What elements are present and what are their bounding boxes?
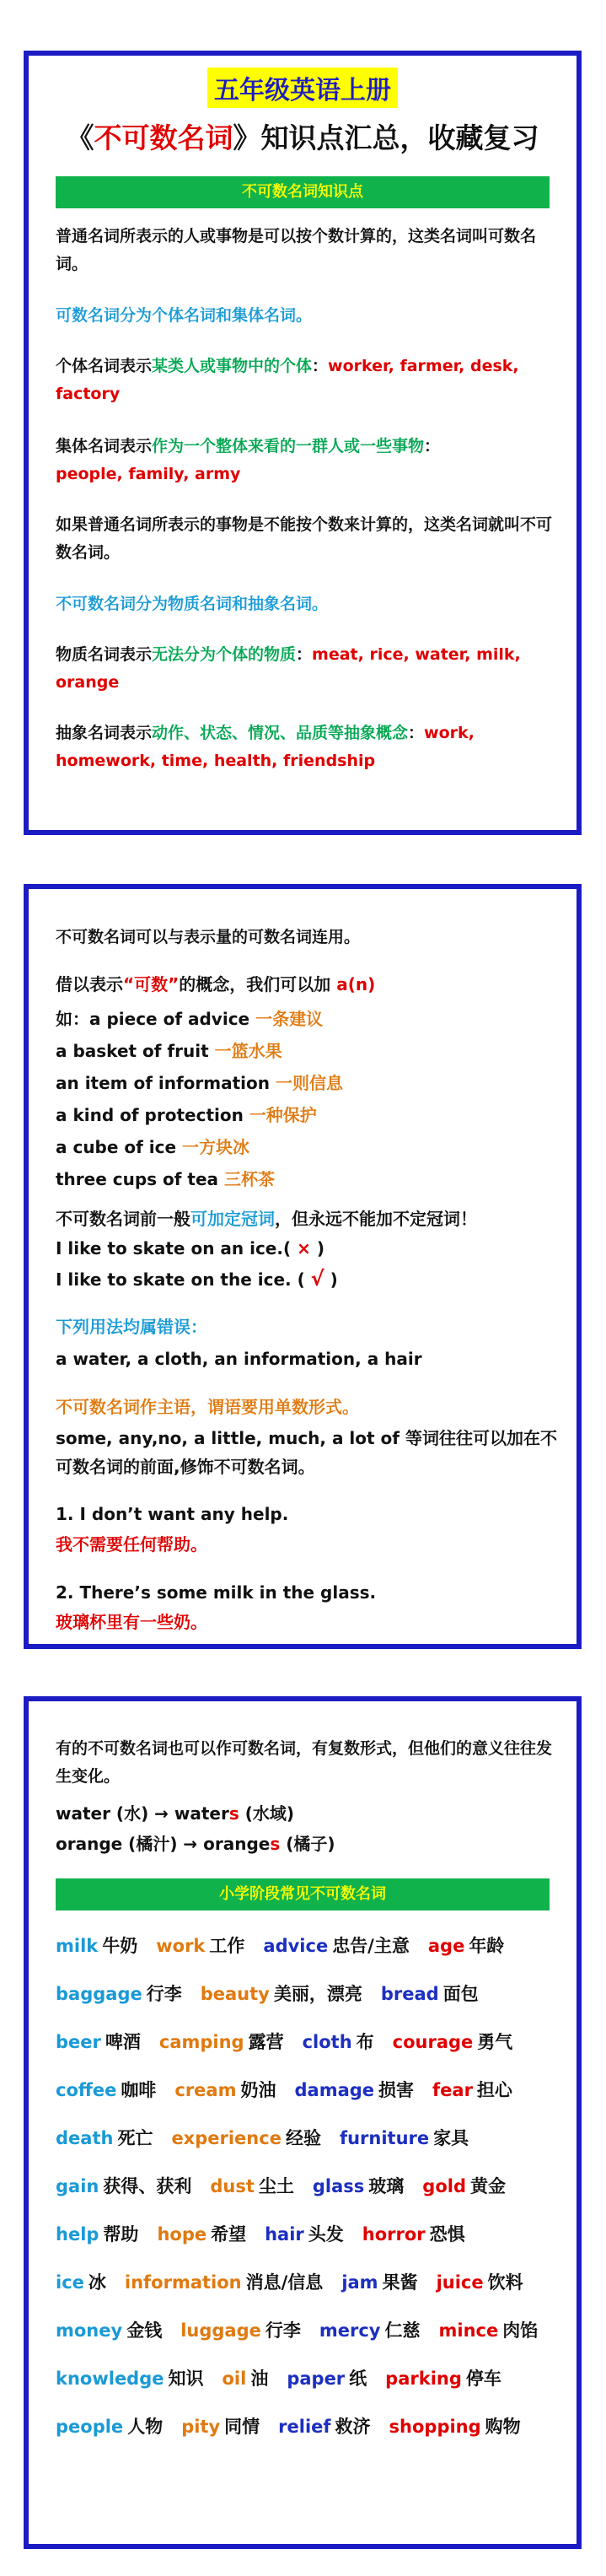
- vocab-row: [56, 2305, 570, 2353]
- vocab-grid: [56, 1921, 570, 2449]
- vocab-english: money: [56, 2320, 123, 2341]
- vocab-row: [56, 1969, 570, 2017]
- abstract-noun: 抽象名词表示动作、状态、情况、品质等抽象概念：work, homework, time, health, friendship: [56, 724, 475, 770]
- quantity-intro: 不可数名词可以与表示量的可数名词连用。: [56, 928, 361, 946]
- countable-types: 可数名词分为个体名词和集体名词。: [56, 306, 313, 325]
- vocab-english: horror: [362, 2223, 426, 2245]
- example1-en: 1. I don’t want any help.: [56, 1504, 289, 1524]
- vocab-english: mince: [438, 2320, 499, 2341]
- vocab-item: [303, 2029, 374, 2054]
- material-noun: 物质名词表示无法分为个体的物质：meat, rice, water, milk, orange: [56, 645, 521, 692]
- vocab-item: [174, 2077, 276, 2102]
- vocab-row: [56, 2065, 570, 2113]
- vocab-english: baggage: [56, 1983, 142, 2004]
- vocab-chinese: 人物: [127, 2416, 164, 2437]
- vocab-chinese: 仁慈: [384, 2320, 421, 2341]
- example-row: three cups of tea 三杯茶: [56, 1169, 276, 1189]
- vocab-english: advice: [263, 1935, 329, 1956]
- vocab-english: cloth: [302, 2031, 352, 2052]
- vocab-item: [432, 2077, 512, 2102]
- vocab-item: [381, 1981, 479, 2006]
- vocab-english: death: [56, 2127, 114, 2148]
- vocab-chinese: 果酱: [382, 2272, 418, 2293]
- vocab-english: information: [124, 2272, 242, 2293]
- example-row: a cube of ice 一方块冰: [56, 1137, 250, 1157]
- water-example: water (水) → waters (水域): [56, 1803, 295, 1824]
- page-title: [29, 116, 577, 156]
- vocab-item: [56, 2173, 191, 2198]
- vocab-english: parking: [385, 2368, 462, 2389]
- vocab-item: [56, 2317, 162, 2342]
- vocab-item: [56, 2221, 138, 2246]
- vocab-english: age: [427, 1935, 465, 1956]
- vocab-chinese: 玻璃: [368, 2175, 405, 2196]
- vocab-row: [56, 2161, 570, 2209]
- vocab-row: [56, 1921, 570, 1969]
- vocab-item: [201, 1981, 362, 2006]
- vocab-item: [210, 2173, 294, 2198]
- vocab-chinese: 忠告/主意: [332, 1935, 410, 1956]
- example-row: a kind of protection 一种保护: [56, 1105, 317, 1125]
- vocab-chinese: 年龄: [469, 1935, 505, 1956]
- vocab-item: [437, 2269, 523, 2294]
- vocab-row: [56, 2113, 570, 2161]
- vocab-english: bread: [380, 1983, 439, 2004]
- vocab-english: gold: [422, 2175, 466, 2196]
- cross-icon: ×: [297, 1238, 311, 1258]
- usage-card: [24, 884, 582, 1649]
- vocab-chinese: 咖啡: [121, 2079, 157, 2100]
- vocab-item: [125, 2269, 323, 2294]
- vocab-item: [265, 2221, 344, 2246]
- vocab-chinese: 奶油: [240, 2079, 276, 2100]
- vocab-english: people: [56, 2416, 124, 2437]
- vocab-chinese: 同情: [224, 2416, 260, 2437]
- vocab-chinese: 担心: [476, 2079, 512, 2100]
- uncountable-definition: 如果普通名词所表示的事物是不能按个数来计算的，这类名词就叫不可数名词。: [56, 515, 553, 562]
- vocab-chinese: 知识: [168, 2368, 204, 2389]
- vocab-chinese: 黄金: [470, 2175, 506, 2196]
- vocab-english: furniture: [339, 2127, 430, 2148]
- plural-intro: 有的不可数名词也可以作可数名词，有复数形式，但他们的意义往往发生变化。: [56, 1739, 553, 1786]
- vocab-english: luggage: [180, 2320, 261, 2341]
- quantifier-rule: some, any,no, a little, much, a lot of 等词往往可以加在不可数名词的前面,修饰不可数名词。: [56, 1428, 557, 1477]
- vocab-chinese: 肉馅: [502, 2320, 539, 2341]
- vocab-item: [171, 2125, 321, 2150]
- vocab-english: mercy: [319, 2320, 381, 2341]
- vocab-english: coffee: [56, 2079, 117, 2100]
- vocab-english: glass: [312, 2175, 365, 2196]
- vocab-chinese: 救济: [335, 2416, 371, 2437]
- vocab-chinese: 希望: [211, 2223, 247, 2245]
- subject-rule: 不可数名词作主语，谓语要用单数形式。: [56, 1397, 359, 1417]
- vocab-item: [313, 2173, 404, 2198]
- vocab-item: [56, 2029, 141, 2054]
- title-rest: 知识点汇总，收藏复习: [260, 121, 539, 154]
- vocab-item: [319, 2317, 421, 2342]
- vocab-chinese: 油: [250, 2368, 269, 2389]
- example-list: [56, 1003, 566, 1195]
- vocab-item: [56, 1981, 182, 2006]
- vocab-item: [341, 2269, 417, 2294]
- vocab-chinese: 美丽，漂亮: [273, 1983, 362, 2004]
- vocab-item: [156, 1932, 244, 1958]
- vocab-english: paper: [287, 2368, 346, 2389]
- vocab-english: hope: [157, 2223, 207, 2245]
- vocab-chinese: 勇气: [477, 2031, 513, 2052]
- vocab-english: experience: [171, 2127, 282, 2148]
- example2-zh: 玻璃杯里有一些奶。: [56, 1612, 207, 1632]
- vocab-english: knowledge: [56, 2368, 164, 2389]
- vocab-english: milk: [56, 1935, 99, 1956]
- vocab-item: [56, 1932, 137, 1958]
- error-list: a water, a cloth, an information, a hair: [56, 1349, 422, 1369]
- vocab-row: [56, 2209, 570, 2257]
- vocab-chinese: 行李: [146, 1983, 182, 2004]
- vocab-item: [56, 2365, 204, 2390]
- vocab-item: [180, 2317, 301, 2342]
- vocab-chinese: 行李: [265, 2320, 301, 2341]
- vocab-item: [159, 2029, 284, 2054]
- vocab-item: [181, 2413, 260, 2439]
- article-rule: 不可数名词前一般可加定冠词，但永远不能加不定冠词！: [56, 1209, 477, 1229]
- vocab-english: shopping: [389, 2416, 481, 2437]
- vocab-chinese: 饮料: [487, 2272, 523, 2293]
- vocab-english: dust: [210, 2175, 255, 2196]
- vocab-english: gain: [56, 2175, 99, 2196]
- vocab-chinese: 购物: [485, 2416, 521, 2437]
- collective-noun: 集体名词表示作为一个整体来看的一群人或一些事物： people, family, army: [56, 437, 441, 483]
- vocab-chinese: 恐惧: [429, 2223, 465, 2245]
- vocab-item: [439, 2317, 539, 2342]
- vocab-item: [56, 2413, 163, 2439]
- vocab-english: damage: [294, 2079, 375, 2100]
- vocab-chinese: 帮助: [103, 2223, 139, 2245]
- vocab-chinese: 尘土: [258, 2175, 294, 2196]
- vocab-chinese: 损害: [378, 2079, 415, 2100]
- vocab-english: beer: [56, 2031, 101, 2052]
- vocab-item: [56, 2269, 106, 2294]
- error-title: 下列用法均属错误：: [56, 1317, 207, 1337]
- title-topic: 不可数名词: [94, 121, 233, 154]
- vocab-row: [56, 2017, 570, 2065]
- vocab-chinese: 工作: [209, 1935, 245, 1956]
- borrow-count: 借以表示“可数”的概念，我们可以加 a(n): [56, 974, 376, 994]
- vocab-english: oil: [222, 2368, 247, 2389]
- right-example: I like to skate on the ice. ( √ ): [56, 1267, 338, 1291]
- vocab-chinese: 停车: [465, 2368, 501, 2389]
- vocab-item: [287, 2365, 367, 2390]
- vocab-chinese: 金钱: [126, 2320, 163, 2341]
- vocab-chinese: 面包: [442, 1983, 479, 2004]
- vocab-item: [428, 1932, 504, 1958]
- vocab-english: jam: [341, 2272, 378, 2293]
- knowledge-card: [24, 51, 582, 835]
- vocab-item: [278, 2413, 370, 2439]
- vocab-chinese: 获得、获利: [103, 2175, 192, 2196]
- vocab-english: camping: [158, 2031, 244, 2052]
- vocab-chinese: 布: [356, 2031, 374, 2052]
- title-open-bracket: 《: [66, 121, 94, 154]
- vocab-item: [389, 2413, 521, 2439]
- individual-noun: 个体名词表示某类人或事物中的个体：worker, farmer, desk, factory: [56, 357, 519, 403]
- vocab-chinese: 纸: [349, 2368, 367, 2389]
- vocab-row: [56, 2353, 570, 2401]
- vocab-english: pity: [181, 2416, 221, 2437]
- vocab-item: [56, 2125, 153, 2150]
- vocab-english: juice: [436, 2272, 484, 2293]
- vocab-chinese: 经验: [285, 2127, 321, 2148]
- vocab-item: [157, 2221, 246, 2246]
- title-close-bracket: 》: [233, 121, 261, 154]
- wrong-example: I like to skate on an ice.( × ): [56, 1238, 324, 1258]
- vocab-item: [263, 1932, 409, 1958]
- vocab-item: [393, 2029, 513, 2054]
- section-bar: 不可数名词知识点: [56, 176, 550, 208]
- vocab-english: fear: [432, 2079, 473, 2100]
- vocab-english: work: [156, 1935, 206, 1956]
- vocab-item: [56, 2077, 156, 2102]
- vocab-chinese: 头发: [308, 2223, 344, 2245]
- vocab-chinese: 冰: [88, 2272, 106, 2293]
- vocab-bar: 小学阶段常见不可数名词: [56, 1878, 550, 1910]
- example2-en: 2. There’s some milk in the glass.: [56, 1582, 377, 1603]
- vocab-chinese: 露营: [248, 2031, 284, 2052]
- vocab-english: hair: [265, 2223, 304, 2245]
- vocab-card: [24, 1696, 582, 2549]
- vocab-chinese: 啤酒: [105, 2031, 141, 2052]
- example1-zh: 我不需要任何帮助。: [56, 1534, 207, 1555]
- uncountable-types: 不可数名词分为物质名词和抽象名词。: [56, 595, 329, 613]
- vocab-item: [422, 2173, 506, 2198]
- vocab-item: [294, 2077, 414, 2102]
- vocab-chinese: 消息/信息: [245, 2272, 324, 2293]
- vocab-item: [362, 2221, 465, 2246]
- vocab-item: [340, 2125, 469, 2150]
- grade-title: 五年级英语上册: [207, 67, 398, 108]
- vocab-english: beauty: [200, 1983, 270, 2004]
- vocab-row: [56, 2257, 570, 2305]
- example-row: an item of information 一则信息: [56, 1073, 343, 1093]
- vocab-english: relief: [278, 2416, 331, 2437]
- orange-example: orange (橘汁) → oranges (橘子): [56, 1834, 335, 1854]
- vocab-item: [223, 2365, 269, 2390]
- example-row: a basket of fruit 一篮水果: [56, 1041, 282, 1061]
- vocab-english: help: [56, 2223, 99, 2245]
- vocab-english: cream: [174, 2079, 237, 2100]
- countable-definition: 普通名词所表示的人或事物是可以按个数计算的，这类名词叫可数名词。: [56, 227, 537, 273]
- vocab-item: [385, 2365, 501, 2390]
- vocab-chinese: 家具: [433, 2127, 469, 2148]
- vocab-english: ice: [56, 2272, 84, 2293]
- example-row: 如：a piece of advice 一条建议: [56, 1009, 324, 1029]
- vocab-chinese: 牛奶: [102, 1935, 138, 1956]
- vocab-chinese: 死亡: [117, 2127, 153, 2148]
- check-icon: √: [310, 1267, 324, 1291]
- vocab-row: [56, 2401, 570, 2449]
- vocab-english: courage: [392, 2031, 474, 2052]
